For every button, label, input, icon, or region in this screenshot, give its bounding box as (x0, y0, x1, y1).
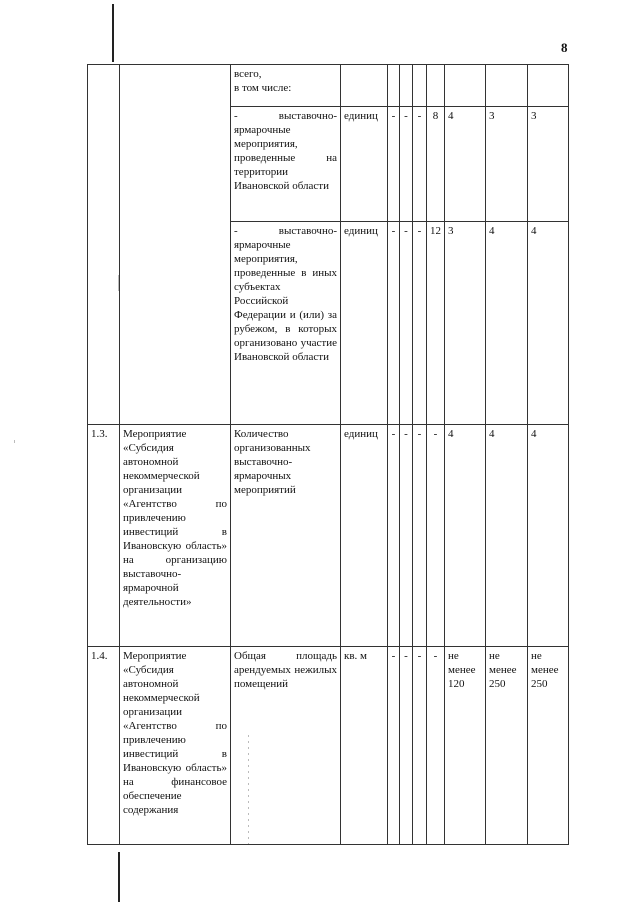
value-cell: - (400, 647, 413, 845)
value-cell: - (413, 425, 427, 647)
value-cell (528, 65, 569, 107)
value-cell: 4 (486, 425, 528, 647)
value-cell (400, 65, 413, 107)
value-cell: не менее 250 (486, 647, 528, 845)
value-cell: 12 (427, 222, 445, 425)
value-cell: - (427, 647, 445, 845)
table-row (88, 425, 569, 647)
value-cell (427, 65, 445, 107)
value-cell: 4 (486, 222, 528, 425)
scan-dot-left (14, 440, 15, 443)
value-cell: - (400, 107, 413, 222)
unit-cell: кв. м (341, 647, 388, 845)
table-row (88, 65, 569, 107)
row-number (88, 65, 120, 425)
value-cell: - (388, 647, 400, 845)
value-cell: - (400, 425, 413, 647)
value-cell: - (427, 425, 445, 647)
value-cell: 3 (445, 222, 486, 425)
event-cell: Мероприятие «Субсидия автономной некоммерческой организации «Агентство по привлечению инвестиций в Ивановскую область» на организацию выставочно-ярмарочной деятельности» (120, 425, 231, 647)
value-cell (413, 65, 427, 107)
row-number: 1.3. (88, 425, 120, 647)
indicators-table (87, 64, 569, 845)
value-cell: - (400, 222, 413, 425)
value-cell (445, 65, 486, 107)
value-cell: не менее 120 (445, 647, 486, 845)
unit-cell: единиц (341, 425, 388, 647)
event-cell: Мероприятие «Субсидия автономной некоммерческой организации «Агентство по привлечению инвестиций в Ивановскую область» на финансовое обеспечение содержания (120, 647, 231, 845)
unit-cell (341, 65, 388, 107)
value-cell: 3 (528, 107, 569, 222)
binding-mark-top (112, 4, 114, 62)
value-cell: 8 (427, 107, 445, 222)
row-number: 1.4. (88, 647, 120, 845)
value-cell: - (388, 222, 400, 425)
unit-cell: единиц (341, 222, 388, 425)
value-cell: 3 (486, 107, 528, 222)
indicator-cell: - выставочно-ярмарочные мероприятия, проведенные на территории Ивановской области (231, 107, 341, 222)
indicator-cell: Общая площадь арендуемых нежилых помещений (231, 647, 341, 845)
indicator-cell: Количество организованных выставочно-ярмарочных мероприятий (231, 425, 341, 647)
value-cell: 4 (445, 107, 486, 222)
event-cell (120, 65, 231, 425)
value-cell: - (413, 222, 427, 425)
table-row (88, 647, 569, 845)
value-cell: 4 (528, 425, 569, 647)
value-cell (388, 65, 400, 107)
value-cell (486, 65, 528, 107)
value-cell: 4 (528, 222, 569, 425)
value-cell: - (413, 647, 427, 845)
value-cell: - (388, 425, 400, 647)
indicator-cell: - выставочно-ярмарочные мероприятия, проведенные в иных субъектах Российской Федерации и (или) за рубежом, в которых организовано участие Ивановской области (231, 222, 341, 425)
value-cell: - (413, 107, 427, 222)
page-number: 8 (561, 40, 568, 55)
value-cell: 4 (445, 425, 486, 647)
binding-mark-bottom (118, 852, 120, 902)
indicator-cell: всего, в том числе: (231, 65, 341, 107)
unit-cell: единиц (341, 107, 388, 222)
value-cell: - (388, 107, 400, 222)
value-cell: не менее 250 (528, 647, 569, 845)
